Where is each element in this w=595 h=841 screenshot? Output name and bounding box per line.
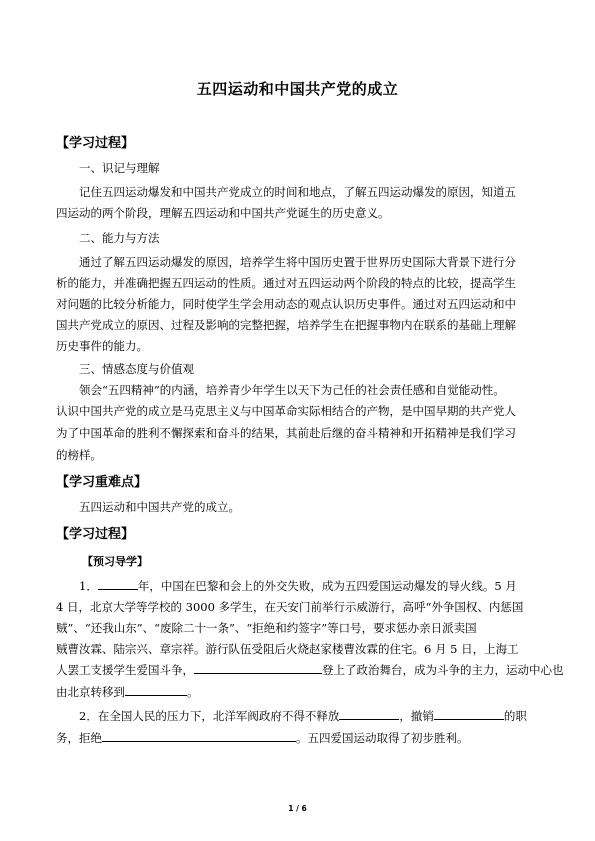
objective-2-line: 通过了解五四运动爆发的原因，培养学生将中国历史置于世界历史国际大背景下进行分 [79,255,516,269]
objective-2-line: 历史事件的能力。 [56,339,148,353]
question-1-line: 贼曹汝霖、陆宗兴、章宗祥。游行队伍受阻后火烧赵家楼曹汝霖的住宅。6 月 5 日，上海工 [56,642,519,656]
section-heading-learning-process-2: 【学习过程】 [56,527,135,542]
question-2-line [56,729,538,747]
question-2-text: 的职 [503,709,527,723]
question-1-text: 年，中国在巴黎和会上的外交失败，成为五四爱国运动爆发的导火线。5 月 [137,579,517,593]
key-points-text: 五四运动和中国共产党的成立。 [79,500,240,514]
fill-blank-year[interactable] [98,577,138,590]
fill-blank-traitors[interactable] [434,707,504,720]
objective-1-line: 记住五四运动爆发和中国共产党成立的时间和地点，了解五四运动爆发的原因，知道五 [79,185,516,199]
question-2-text: ，撤销 [399,709,434,723]
question-1-line [79,577,538,595]
question-1-number: 1． [79,579,98,593]
section-heading-learning-process: 【学习过程】 [56,136,135,151]
fill-blank-working-class[interactable] [194,661,322,674]
section-heading-key-points: 【学习重难点】 [56,475,148,490]
objective-2-line: 析的能力，并准确把握五四运动的性质。通过对五四运动两个阶段的特点的比较，提高学生 [56,276,516,290]
objective-2-line: 国共产党成立的原因、过程及影响的完整把握，培养学生在把握事物内在联系的基础上理解 [56,318,516,332]
question-2-text: 2．在全国人民的压力下，北洋军阀政府不得不释放 [79,709,340,723]
question-1-line [56,661,564,679]
question-1-line: 4 日，北京大学等学校的 3000 多学生，在天安门前举行示威游行，高呼“外争国权、内惩国 [56,600,524,614]
section-heading-preview-guide: 【预习导学】 [82,555,148,568]
question-1-text: 登上了政治舞台，成为斗争的主力，运动中心也 [322,663,564,677]
objective-3-heading: 三、情感态度与价值观 [79,362,194,376]
fill-blank-shanghai[interactable] [125,683,187,696]
objective-3-line: 领会“五四精神”的内涵，培养青少年学生以天下为己任的社会责任感和自觉能动性。 [79,383,505,397]
fill-blank-arrested-students[interactable] [339,707,399,720]
page-number: 1 / 6 [288,804,307,813]
question-1-line [56,683,538,701]
page-title: 五四运动和中国共产党的成立 [196,80,399,98]
objective-3-line: 的榜样。 [56,448,102,462]
question-1-text: 由北京转移到 [56,685,125,699]
objective-3-line: 认识中国共产党的成立是马克思主义与中国革命实际相结合的产物，是中国早期的共产党人 [56,404,516,418]
objective-3-line: 为了中国革命的胜利不懈探索和奋斗的结果，其前赴后继的奋斗精神和开拓精神是我们学习 [56,426,516,440]
question-1-text: 人罢工支援学生爱国斗争， [56,663,194,677]
objective-1-line: 四运动的两个阶段，理解五四运动和中国共产党诞生的历史意义。 [56,206,390,220]
fill-blank-treaty[interactable] [102,729,296,742]
question-2-text: 。五四爱国运动取得了初步胜利。 [296,731,469,745]
question-2-line [79,707,538,725]
question-2-text: 务，拒绝 [56,731,102,745]
question-1-line: 贼”、“还我山东”、“废除二十一条”、“拒绝和约签字”等口号，要求惩办亲日派卖国 [56,621,477,635]
objective-2-line: 对问题的比较分析能力，同时使学生学会用动态的观点认识历史事件。通过对五四运动和中 [56,297,516,311]
objective-2-heading: 二、能力与方法 [79,231,160,245]
question-1-text: 。 [187,685,199,699]
objective-1-heading: 一、识记与理解 [79,161,160,175]
